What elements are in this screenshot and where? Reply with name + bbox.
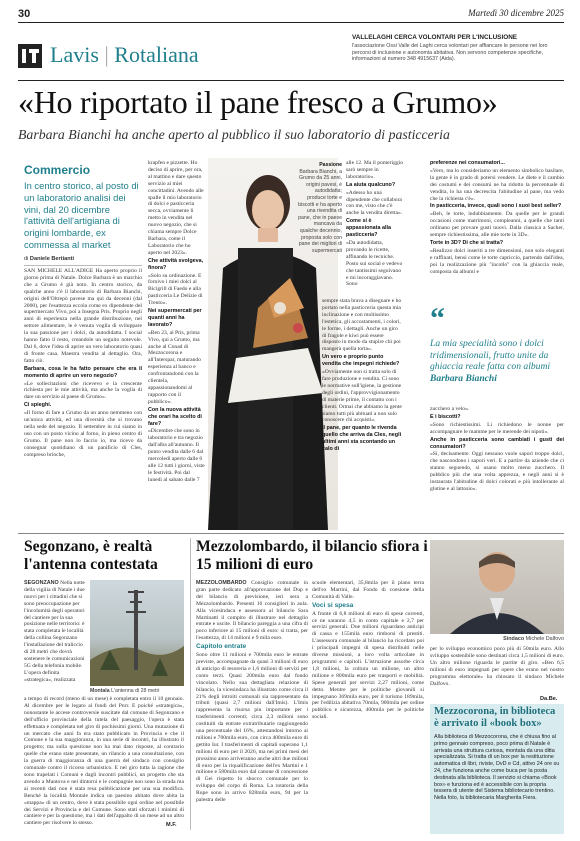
notice-body: l'associazione Ossi Valle dei Laghi cerca volontari per affiancare le persone nei loro percorsi di inclusione e autonomia abitativa. Non servono competenze specifiche, informazioni al numero 348 4915637 (Aida).: [352, 43, 548, 63]
kicker: Commercio: [24, 163, 91, 177]
mezzolombardo-col-2: [312, 580, 424, 832]
section-left: Lavis: [50, 42, 99, 67]
mezzolombardo-headline: Mezzolombardo, il bilancio sfiora i 15 milioni di euro: [196, 538, 428, 573]
article-col-3-lower: [322, 298, 402, 530]
question: Che attività svolgeva, finora?: [148, 257, 204, 271]
paragraph: «Dicembre che sono in laboratorio e tra negozio dall'alba all'autunno. Il punto vendita dalle 6 dal mercoledì aperto dalle 6 alle 12 tutti i giorni, viste le festività. Poi dal lunedì al sabato dalle 7: [148, 428, 205, 483]
antenna-illustration: [90, 580, 184, 686]
bookbox-body: Alla biblioteca di Mezzocorona, che è chiusa fino al primo gennaio compreso, poco prima di Natale è arrivata una struttura curiosa, montata da una ditta specializzata. Si tratta di un box per la restituzione automatica di libri, riviste, DvD e Cd, attivo 24 ore su 24, che funziona anche come buca per la posta destinata alla biblioteca. Il servizio si chiama «Book box» e funziona ed è accessibile con la propria tessera di utente del Sistema bibliotecario trentino. Nella foto, la bibliotecaria Margherita Fiera.: [434, 734, 560, 802]
paragraph: «Solo su ordinazione. E fornivo i miei dolci al Bicigrill di Faedo e alla pasticceria Le Delizie di Trento».: [148, 272, 203, 307]
photo-caption: Passione Barbara Bianchi, a Grumo da 25 anni, origini pavesi, è autodidatta; produce torte e biscotti e ha aperto una rivendita di pane, che in paese mancava da qualche decennio, proposta solo con pane dei migliori di supermercati: [298, 162, 342, 254]
segonzano-col-1: SEGONZANO Nella notte della vigilia di Natale i due nuovi per i cittadini che si sono preoccupazione per l'incolumità degli operatori del cantiere per la sua posizione nelle territorio: è stata completata le località della collina Segonzano l'installazione del traliccio di 28 metri che dovrà sostenere le comunicazioni 5G della telefonia mobile. L'opera definita «strategica», realizzata: [24, 580, 85, 683]
logo-il-t-icon: [18, 44, 42, 68]
question: Barbara, cosa le ha fatto pensare che era il momento di aprire un vero negozio?: [24, 365, 142, 379]
mezzolombardo-col-3: per lo sviluppo economico poco più di 50mila euro. Allo sviluppo sostenibile sono destinati circa 1,5 milioni di euro. Un altro milione riguarda le partite di giro. «Ben 6,5 milioni di euro impegnati per opere che erano nel nostro programma elettorale» ha chiosato il sindaco Michele Dalfovo.: [430, 646, 564, 687]
segonzano-photo-caption: Montala L'antenna di 28 metri: [90, 688, 160, 694]
lede: In centro storico, al posto di un laboratorio analisi dei vini, dal 20 dicembre l'attività dell'artigiana di origini lombarde, ex commessa al market: [24, 180, 139, 250]
byline: di Daniele Bertianti: [24, 256, 75, 262]
section-separator: |: [104, 42, 109, 67]
paragraph: «Le sollecitazioni che ricevevo e la crescente richiesta per le mie attività, ma anche la voglia di dare un servizio al paese di Grumo».: [24, 380, 142, 401]
question: Ci spieghi.: [24, 402, 52, 409]
question: preferenze nei consumatori...: [430, 160, 505, 166]
main-bottom-rule: [18, 533, 564, 534]
article-col-3: [346, 160, 404, 288]
segonzano-photo: [90, 580, 184, 686]
quote-mark-icon: “: [430, 302, 445, 335]
page-date: Martedì 30 dicembre 2025: [468, 8, 564, 18]
question: Un vero e proprio punto vendita che impegni richiede?: [322, 354, 400, 368]
segonzano-headline: Segonzano, è realtà l'antenna contestata: [24, 538, 158, 573]
column-divider: [190, 538, 191, 830]
paragraph: zucchero a velo».: [430, 406, 470, 412]
paragraph: sempre stata brava a disegnare e ho portato nella pasticceria questa mia inclinazione e con moltissimo l'estetica, gli accostamenti, i colori, le forme, i dettagli. Anche un giro di fragole e kiwi può essere disposto in modo da stupire chi poi mangerà quella torta».: [322, 298, 402, 353]
article-col-4: [430, 160, 564, 302]
subheading: Capitolo entrate: [196, 643, 247, 651]
paragraph: «Ovviamente non si tratta solo di fare produzione e vendita. Ci sono le normative sull'igiene, la gestione degli ordini, l'approvvigionamento di materie prime, il contatto con i clienti. Ormai che abbiamo la gente siamo tutti più abituati a non solo conoscere chi acquisti».: [322, 369, 402, 424]
article-col-2: [148, 160, 205, 530]
paragraph: A fronte di 6,8 milioni di euro di spese correnti, ce ne saranno 4,5 in conto capitale e 2,7 per servizi generali. Due milioni riguardano anticipi di cassa e 155mila euro rimborsi di prestiti. L'assessora comunale al bilancio ha ricordato poi i principali impegni di spesa distribuiti nelle diverse missioni, a loro volta articolate in programmi e capitoli. L'istruzione assorbe circa 1,8 milioni, la cultura un milione, un altro milione e 800mila euro per trasporti e mobilità. Spese generali per servizi 2,27 milioni, come detto. Mentre per le politiche giovanili si impegnano 369mila euro, per il turismo 189mila, per l'edilizia abitativa 70mila, 900mila per ordine pubblico e sicurezza, 400mila per le politiche sociali.: [312, 610, 424, 721]
section-rule: [18, 80, 564, 81]
question: Anche in pasticceria sono cambiati i gusti dei consumatori?: [430, 436, 564, 450]
paragraph: scuole elementari, 35,8mila per il piano terra dell'ex Martini, dal Fondo di coesione della Comunità di Valle.: [312, 580, 424, 600]
question: Torte in 3D? Di che si tratta?: [430, 239, 503, 246]
bookbox-headline: Mezzocorona, in biblioteca è arrivato il «book box»: [434, 706, 556, 729]
paragraph: «Ben 23, al Pris, prima Vivo, qui a Grumo, ma anche al Conad di Mezzocorona e all'Interspar, maturando esperienza al banco e confrontandomi con la clientela, appassionandomi al rapporto con il pubblico».: [148, 329, 201, 405]
question: La aiuta qualcuno?: [346, 181, 396, 188]
paragraph: Sono oltre 11 milioni e 700mila euro le entrate previste, accompagnate da quasi 3 milioni di euro di anticipo di tesoreria e 1,6 milioni di servizi per conto terzi. Quasi 200mila euro dal fondo vincolato. Nello sua dettagliata relazione di bilancio, la vicesindaca ha illustrato come circa il 21% degli introiti comunali sia rappresentato da tributi (quasi 2,7 milioni dall'Imis). L'Imis rappresenta la risorsa piu importante per i trasferimenti correnti; circa 2,3 milioni sono costituiti da entrate extratributarie raggiungendo una percentuale del 16%, attestandosi intorno ai milioni e 700mila euro, con circa 400mila euro di gettito Iur. I trasferimenti di capitali superano 1,1 milioni di euro per il 2026, ma nei primi mesi del prossimo anno arriveranno anche altri due milioni di euro per la riqualificazione dell'ex Martini e 1 milione e 580mila euro dal canone di concessione di Gei rispetto lo sbocco comunale per lo sviluppo del corpo di Roma. La rotatoria della Rupe sono in arrivo 828mila euro, 94 per la palestra delle: [196, 652, 308, 804]
pull-quote: La mia specialità sono i dolci tridimensionali, frutto unite da ghiaccia reale fatta con albumi Barbara Bianchi: [430, 338, 551, 384]
subheading: Voci si spesa: [312, 601, 354, 609]
paragraph: «Sono richiestissimi. Li richiedono le nonne per accompagnare le mamme per le merende dei nipoti».: [430, 421, 564, 435]
paragraph: «Sì, decisamente. Oggi nessuno vuole sapori troppo dolci, che nascondono i sapori veri. E a partire da aziende che ci stanno seguendo, si usano molto meno zucchero. Il pubblico più che una volta apprezza, e negli anni si è instaurata l'abitudine di dolci colorati e più intollerante al glutine e al lattosio».: [430, 451, 564, 492]
mezzolombardo-signature-visible: Da.Be.: [540, 696, 558, 702]
question: Con la nuova attività che orari ha scelto di fare?: [148, 406, 202, 427]
question: Come si è appassionata alla pasticceria?: [346, 218, 391, 239]
section-title: [50, 42, 199, 68]
sindaco-photo: [430, 540, 564, 634]
notice-title: VALLELAGHI CERCA VOLONTARI PER L'INCLUSIONE: [352, 34, 518, 41]
segonzano-signature: M.F.: [166, 822, 177, 828]
header-rule: [18, 22, 564, 23]
question: In pasticceria, invece, quali sono i suoi best seller?: [430, 203, 562, 210]
article-col-4-lower: [430, 406, 564, 530]
mezzolombardo-col-1: [196, 580, 308, 832]
paragraph: «Adesso ho una dipendente che collabora con me, visto che c'è anche la vendita diretta».: [346, 189, 403, 217]
paragraph: «Realizzo dolci inseriti a tre dimensioni, non solo eleganti e raffinati, bensì come le torte capriccio, partendo dall'idea, poi la realizzazione più "incollo" con la ghiaccia reale, composta da albumi e: [430, 247, 564, 275]
byline-rule: [24, 265, 142, 266]
paragraph: «Beh, le torte, indubbiamente. Da quelle per le grandi occasioni come matrimoni, compleanni, a quelle che tanti ordinano per provare gusti nuovi. Dalla classica a Sacher, sempre richiestissima, alle mie torte in 3D».: [430, 211, 564, 239]
paragraph: «Vero, ma lo consideriamo un elemento simbolico basilare, la gente è in grado di potersi vendere. Le diete e il cambio dei costumi e dei consumi ne ha ridotto la percentuale di vendita, lo ha una decrescita l'abitudine al pane, ma vedo che la richiesta c'è».: [430, 167, 564, 202]
paragraph: SAN MICHELE ALL'ADIGE Ha aperto proprio il giorno prima di Natale. Dolce Barbara è un marchio che a Grumo è già noto. In centro storico, da qualche anno c'è il laboratorio di Barbara Bianchi, origini dell'Oltrepò pavese ma qui da decenni (dal 2000), per l'esattezza eccola come ex dipendente del supermercato Vivo, poi a Insegna Pris. Proprio negli anni di esperienza nella grande distribuzione, nel settore alimentare, le è venuta voglia di sviluppare la sua passione per i dolci, da autodidatta. I social hanno fatto il resto, creandole un seguito notevole. Dal 6, dove l'idea di aprire un vero laboratorio quasi di fronte casa. Maestra vendita al dettaglio. Ora, fatto ciò.: [24, 268, 142, 364]
paragraph: MEZZOLOMBARDO Consiglio comunale in gran parte dedicato all'approvazione del Dup e del bilancio di previsione, ieri sera a Mezzolombardo. Presenti 16 consiglieri in aula. Alla vicesindaca e assessora al bilancio Sara Martinatti il compito di illustrare nel dettaglio entrate e uscite. Il bilancio pareggia a una cifra di poco inferiore ai 15 milioni di euro: si tratta, per l'esattezza, di 14 milioni e 9 mila euro.: [196, 580, 308, 642]
sindaco-caption: Sindaco Michele Dalfovo: [503, 636, 564, 642]
paragraph: krapfen e pizzette. Ho deciso di aprire, per ora, al mattino e dare questo servizio ai miei concittadini. Avendo alle spalle il mio laboratorio di dolci e pasticceria secca, ovviamente li metto in vendita nel nuovo negozio, che si chiama sempre Dolce Barbara, come il Laboratorio che ho aperto nel 2023».: [148, 160, 204, 256]
paragraph: «Il forno di fare a Grumo da un anno nemmeno con un'unica attività, ed una diversità che si trovano nella sede del negozio. Il settembre in cui siamo in uso con un posto vicino al forno, in pieno centro di Grumo. Il pane non lo faccio io, ma ricevo da consegnar quotidiano di un panificio di Cles, compreso brioche,: [24, 410, 142, 458]
pull-quote-author: Barbara Bianchi: [430, 372, 497, 384]
article-col-1: [24, 268, 142, 530]
question: Il pane, per quanto le rivenda quello che arriva da Cles, negli ultimi anni sta scontando un calo di: [322, 425, 402, 453]
main-subhead: Barbara Bianchi ha anche aperto al pubblico il suo laboratorio di pasticceria: [18, 127, 450, 142]
paragraph: «Da autodidatta, provando le ricette, affinando le tecniche. Posto sui social e vedevo che tantissimi seguivano e mi incoraggiavano. Sono: [346, 239, 403, 288]
sindaco-illustration: [430, 540, 564, 634]
main-headline: «Ho riportato il pane fresco a Grumo»: [18, 84, 498, 120]
segonzano-col-2: a tempo di record (meno di un mese) è completata entro il 10 gennaio. Al dicembre per le legato ai fondi del Pnrr. E poiché «strategica», nonostante le accese controversie suscitate dal comune di Segonzano e dell'ufficio provinciale della tutela del paesaggio, l'opera è stata effettuata e completata nel giro di pochissimi giorni. Una mutazione di un mercato che anni fa era stato pubblicato in Provincia e che il Comune e la sua maggioranza, in una serie di incontri, ha illustrato il progetto; ma sulla questione non ha mai dato risposte, al contrario quelle che erano state presentate, un rilancio a una consultazione, con la guerra di maggioranza di una guerra del sindaco con consiglio comunale contro il ricorso urbanistico. E nel giro tutta la ragione che sono trapelati i Comuni e dagli incontri pubblici, un progetto che sta avendo a Mantova e nei dintorni e le compagnie non sono la strada ma ai recenti dati non è stata resa pubblicazione per una sua modifica. Benché la località Montale indica un paesino abitato dove abita la «mappa» di un centro, dove è stata possibile ogni ordine nel possibile dei Servizi e Provincia e del Comune. Sono stati sforzati i minimi di cantiere e per la questione, ma i dati dell'appalto di un mese ad un altro cantiere per risolvere lo stesso.: [24, 696, 184, 827]
paragraph: alle 12. Ma il pomeriggio sarò sempre in laboratorio».: [346, 160, 404, 180]
question: Nei supermercati per quanti anni ha lavorato?: [148, 308, 202, 328]
question: E i biscotti?: [430, 413, 461, 420]
page-number: 30: [18, 8, 31, 20]
section-right: Rotaliana: [114, 42, 199, 67]
